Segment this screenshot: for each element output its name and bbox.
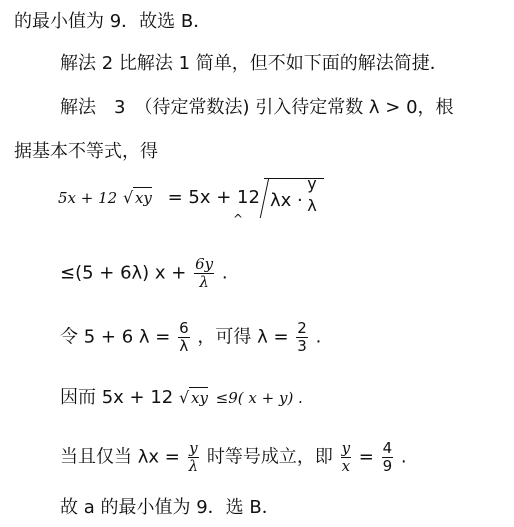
fraction-numerator: 6y — [195, 255, 214, 273]
fraction-denominator: λ — [194, 273, 214, 291]
condition-text: 时等号成立，即 — [206, 446, 333, 468]
fraction-numerator: y — [189, 439, 198, 457]
fraction-denominator: λ — [307, 196, 317, 215]
fraction-denominator: λ — [179, 337, 189, 355]
radicand: xy — [134, 189, 152, 207]
result-label: ，可得 λ = — [197, 326, 289, 348]
fraction-denominator: 9 — [382, 457, 393, 475]
condition-text: 当且仅当 λx = — [60, 446, 180, 468]
math-line-3 — [60, 320, 321, 355]
fraction-denominator: 3 — [297, 337, 307, 355]
text-line-4: 据基本不等式，得 — [14, 141, 158, 162]
fraction-numerator: y — [341, 439, 351, 457]
math-line-2 — [60, 256, 228, 291]
fraction-numerator: y — [307, 174, 317, 193]
text-line-last: 故 a 的最小值为 9．选 B． — [60, 497, 280, 518]
sqrt-product — [258, 172, 324, 220]
radical-sign: √ — [122, 188, 134, 207]
sqrt-expression — [123, 186, 152, 210]
equals-sign: = — [358, 446, 374, 468]
text-line-1: 的最小值为 9．故选 B． — [14, 11, 212, 32]
period: . — [315, 326, 322, 348]
conclusion-expression: 因而 5x + 12 — [60, 387, 174, 408]
fraction-numerator: 2 — [297, 319, 307, 337]
fraction-numerator: 6 — [179, 319, 189, 337]
inequality-expression: ≤(5 + 6λ) x + — [60, 262, 187, 284]
sqrt-inner-term: λx · — [270, 190, 303, 211]
fraction-numerator: 4 — [382, 439, 393, 457]
fraction — [194, 256, 214, 291]
text-line-2: 解法 2 比解法 1 简单，但不如下面的解法简捷． — [60, 53, 448, 74]
period: . — [221, 262, 228, 284]
fraction — [296, 320, 308, 355]
equals-expression: = 5x + 12 — [167, 187, 260, 208]
text-line-3: 解法 3 （待定常数法) 引入待定常数 λ > 0，根 — [60, 97, 454, 118]
fraction — [341, 440, 351, 475]
math-line-5 — [60, 440, 407, 475]
radical-sign: √ — [179, 388, 190, 407]
inequality-bound: ≤9( x + y) . — [215, 389, 303, 407]
radicand: xy — [191, 389, 208, 407]
caret-mark: ^ — [233, 212, 244, 226]
fraction — [178, 320, 190, 355]
fraction — [382, 440, 394, 475]
math-expression-left: 5x + 12 — [58, 189, 118, 207]
sqrt-expression — [179, 386, 208, 410]
fraction — [188, 440, 200, 475]
math-line-4 — [60, 386, 303, 410]
equation-left: 令 5 + 6 λ = — [60, 326, 171, 348]
fraction-denominator: x — [341, 457, 351, 475]
fraction-denominator: λ — [188, 457, 199, 475]
period: . — [400, 446, 407, 468]
math-line-1 — [58, 186, 260, 210]
